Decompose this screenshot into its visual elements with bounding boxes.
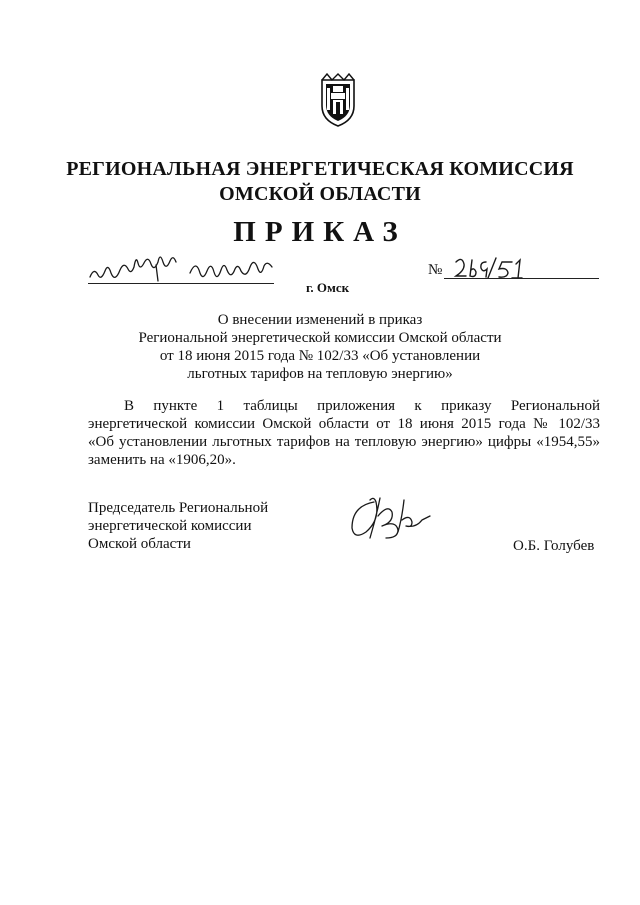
number-sign: № <box>428 262 443 278</box>
position-line: энергетической комиссии <box>88 518 252 534</box>
subject-line: Региональной энергетической комиссии Омской области <box>138 330 502 346</box>
position-line: Омской области <box>88 536 191 552</box>
handwritten-signature <box>344 492 440 544</box>
body-line: заменить на «1906,20». <box>88 452 236 468</box>
organization-name-line1: РЕГИОНАЛЬНАЯ ЭНЕРГЕТИЧЕСКАЯ КОМИССИЯ <box>66 158 574 180</box>
handwritten-date <box>86 255 280 285</box>
subject-line: льготных тарифов на тепловую энергию» <box>187 366 453 382</box>
document-subject <box>100 311 540 383</box>
position-line: Председатель Региональной <box>88 500 269 516</box>
signatory-position <box>88 499 268 553</box>
date-underline <box>88 283 274 284</box>
handwritten-number-text: 269/51 <box>452 254 455 255</box>
body-line: «Об установлении льготных тарифов на тепловую энергию» цифры «1954,55» <box>88 434 600 450</box>
body-line: В пункте 1 таблицы приложения к приказу Региональной <box>124 398 600 414</box>
subject-line: от 18 июня 2015 года № 102/33 «Об установлении <box>159 348 481 364</box>
subject-line: О внесении изменений в приказ <box>217 312 423 328</box>
city-label: г. Омск <box>306 280 350 295</box>
coat-of-arms-icon <box>318 72 358 128</box>
document-title: ПРИКАЗ <box>233 216 407 248</box>
number-underline <box>444 278 599 279</box>
handwritten-date-text: 22 сентября 2015 года <box>86 255 96 256</box>
signer-name: О.Б. Голубев <box>513 538 595 554</box>
document-body <box>88 397 600 469</box>
organization-name-line2: ОМСКОЙ ОБЛАСТИ <box>219 183 421 205</box>
handwritten-number <box>452 254 532 280</box>
body-line: энергетической комиссии Омской области от 18 июня 2015 года № 102/33 <box>88 416 600 432</box>
